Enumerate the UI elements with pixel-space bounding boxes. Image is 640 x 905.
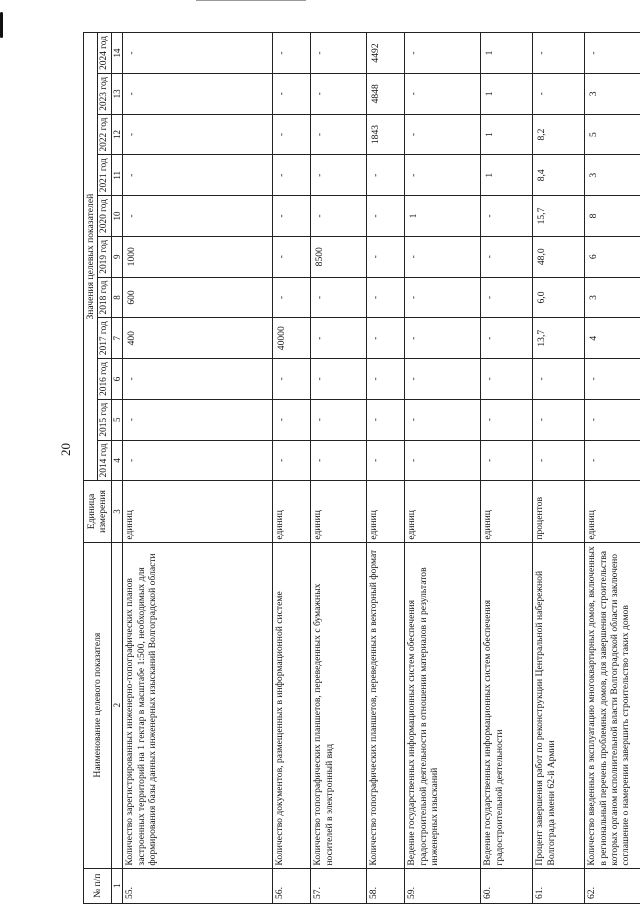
rotated-table-container [83,32,632,904]
indicator-name: Количество топографических планшетов, переведенных с бумажных носителей в электронный вид [311,542,367,868]
row-number: 61. [533,868,585,903]
unit-cell: единиц [585,481,640,542]
value-cell: 8,2 [533,114,585,155]
value-cell: 3 [585,155,640,196]
value-cell: 15,7 [533,196,585,237]
value-cell: - [533,399,585,440]
column-number: 7 [111,318,123,359]
value-cell: 4492 [367,33,405,74]
value-cell: - [585,399,640,440]
value-cell: 6 [585,236,640,277]
column-number: 2 [111,542,123,868]
header-unit: Единица измерения [84,481,112,542]
header-year: 2019 год [98,236,111,277]
column-number: 5 [111,399,123,440]
table-row [405,33,481,904]
value-cell: 1843 [367,114,405,155]
value-cell: - [311,73,367,114]
value-cell: - [533,359,585,400]
value-cell: - [367,277,405,318]
row-number: 55. [123,868,273,903]
header-values-group: Значения целевых показателей [84,33,98,481]
value-cell: - [311,114,367,155]
value-cell: - [273,440,311,481]
column-number: 11 [111,155,123,196]
value-cell: - [311,196,367,237]
column-number: 3 [111,481,123,542]
header-year: 2020 год [98,196,111,237]
row-number: 56. [273,868,311,903]
value-cell: - [123,114,273,155]
value-cell: - [123,73,273,114]
value-cell: - [405,359,481,400]
value-cell: - [273,359,311,400]
value-cell: - [273,236,311,277]
header-year: 2018 год [98,277,111,318]
row-number: 62. [585,868,640,903]
value-cell: - [273,277,311,318]
row-number: 59. [405,868,481,903]
header-no: № п/п [84,868,112,903]
value-cell: - [533,73,585,114]
value-cell: - [311,277,367,318]
value-cell: - [367,196,405,237]
value-cell: - [273,399,311,440]
value-cell: - [405,155,481,196]
value-cell: 3 [585,277,640,318]
value-cell: 8 [585,196,640,237]
unit-cell: единиц [123,481,273,542]
value-cell: 13,7 [533,318,585,359]
unit-cell: единиц [481,481,533,542]
header-year: 2016 год [98,359,111,400]
indicator-name: Ведение государственных информационных систем обеспечения градостроительной деятельности [481,542,533,868]
value-cell: - [481,236,533,277]
value-cell: 8500 [311,236,367,277]
value-cell: 1 [481,33,533,74]
value-cell: - [123,196,273,237]
column-number: 14 [111,33,123,74]
value-cell: - [273,33,311,74]
indicator-name: Количество документов, размещенных в информационной системе [273,542,311,868]
value-cell: - [405,114,481,155]
table-row [481,33,533,904]
value-cell: - [481,440,533,481]
header-year: 2021 год [98,155,111,196]
column-number: 8 [111,277,123,318]
table-row [585,33,640,904]
value-cell: - [367,236,405,277]
value-cell: - [311,440,367,481]
value-cell: - [405,318,481,359]
row-number: 58. [367,868,405,903]
unit-cell: процентов [533,481,585,542]
value-cell: 1 [481,155,533,196]
indicator-name: Количество зарегистрированных инженерно-топографических планов застроенных территорий на 1 гектар в масштабе 1:500, необходимых для формирования базы данных инженерных изысканий Волгоградской области [123,542,273,868]
value-cell: 5 [585,114,640,155]
value-cell: 8,4 [533,155,585,196]
unit-cell: единиц [405,481,481,542]
table-row [123,33,273,904]
value-cell: - [311,359,367,400]
indicator-name: Ведение государственных информационных систем обеспечения градостроительной деятельности в отношении материалов и результатов инженерных изысканий [405,542,481,868]
value-cell: - [585,33,640,74]
unit-cell: единиц [273,481,311,542]
value-cell: - [311,318,367,359]
indicator-name: Количество введенных в эксплуатацию многоквартирных домов, включенных в региональный перечень проблемных домов, для завершения строительства которых органом исполнительной власти Волгоградской области заключено соглашение о намерении завершить строительство таких домов [585,542,640,868]
header-year: 2023 год [98,73,111,114]
column-number: 1 [111,868,123,903]
value-cell: - [585,359,640,400]
value-cell: 1 [405,196,481,237]
value-cell: - [273,196,311,237]
table-row [367,33,405,904]
column-number: 9 [111,236,123,277]
value-cell: - [481,399,533,440]
column-number: 12 [111,114,123,155]
value-cell: - [123,359,273,400]
value-cell: 6,0 [533,277,585,318]
scan-top-rule [196,0,306,1]
value-cell: - [123,399,273,440]
table-row [311,33,367,904]
value-cell: 40000 [273,318,311,359]
header-year: 2022 год [98,114,111,155]
value-cell: 4 [585,318,640,359]
value-cell: - [533,440,585,481]
row-number: 60. [481,868,533,903]
value-cell: - [311,399,367,440]
target-indicators-table [83,32,640,904]
value-cell: - [405,440,481,481]
header-year: 2024 год [98,33,111,74]
column-number: 13 [111,73,123,114]
value-cell: 4848 [367,73,405,114]
table-row [533,33,585,904]
value-cell: - [481,196,533,237]
value-cell: - [273,114,311,155]
value-cell: - [481,318,533,359]
value-cell: 1000 [123,236,273,277]
value-cell: - [123,33,273,74]
value-cell: 1 [481,114,533,155]
header-name: Наименование целевого показателя [84,542,112,868]
value-cell: - [273,155,311,196]
header-year: 2015 год [98,399,111,440]
value-cell: - [533,33,585,74]
value-cell: - [367,155,405,196]
value-cell: - [405,277,481,318]
column-number: 10 [111,196,123,237]
table-row [273,33,311,904]
column-number: 6 [111,359,123,400]
value-cell: 48,0 [533,236,585,277]
scan-edge-mark [0,12,3,38]
header-year: 2017 год [98,318,111,359]
value-cell: 600 [123,277,273,318]
value-cell: - [481,277,533,318]
value-cell: - [311,33,367,74]
row-number: 57. [311,868,367,903]
header-year: 2014 год [98,440,111,481]
unit-cell: единиц [311,481,367,542]
value-cell: - [405,73,481,114]
value-cell: - [405,236,481,277]
value-cell: - [123,440,273,481]
value-cell: - [481,359,533,400]
value-cell: - [367,318,405,359]
indicator-name: Процент завершения работ по реконструкции Центральной набережной Волгограда имени 62-й Армии [533,542,585,868]
unit-cell: единиц [367,481,405,542]
value-cell: - [585,440,640,481]
column-number: 4 [111,440,123,481]
value-cell: - [311,155,367,196]
value-cell: - [367,440,405,481]
value-cell: 400 [123,318,273,359]
value-cell: - [123,155,273,196]
indicator-name: Количество топографических планшетов, переведенных в векторный формат [367,542,405,868]
value-cell: 3 [585,73,640,114]
value-cell: - [367,359,405,400]
value-cell: - [405,33,481,74]
value-cell: - [273,73,311,114]
value-cell: 1 [481,73,533,114]
page-number: 20 [58,443,73,456]
value-cell: - [367,399,405,440]
table-body [123,33,640,904]
value-cell: - [405,399,481,440]
